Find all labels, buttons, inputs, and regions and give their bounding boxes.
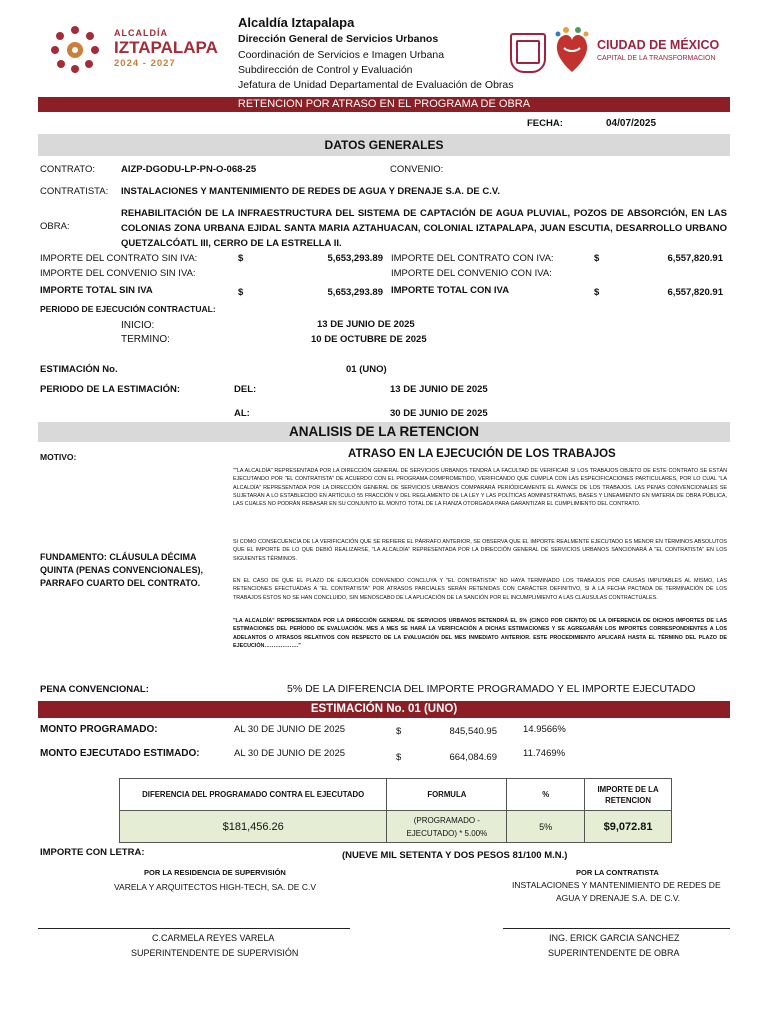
obra-value: REHABILITACIÓN DE LA INFRAESTRUCTURA DEL SISTEMA DE CAPTACIÓN DE AGUA PLUVIAL, POZOS DE ABSORCIÓN, EN LAS COLONIAS ZONA URBANA EJIDAL SANTA MARIA AZTAHUACAN, COLONIAL IZTAPALAPA, JUAN ESCUTIA, DESARROLLO URBANO QUETZALCÓATL III, CERRO DE LA ESTRELLA II. [121, 208, 727, 249]
monto-programado-value: 845,540.95 [449, 726, 497, 737]
contratista-label: CONTRATISTA: [40, 186, 109, 197]
currency-1: $ [238, 253, 244, 264]
fundamento-paragraph-4: "LA ALCALDÍA" REPRESENTADA POR LA DIRECCIÓN GENERAL DE SERVICIOS URBANOS RETENDRÁ EL 5% (CINCO POR CIENTO) DE LA DIFERENCIA DE DICHOS IMPORTES DE LAS ESTIMACIONES DEL PERÍODO DE EVALUACIÓN. MES A MES SE HARÁ LA VERIFICACIÓN A DICHAS ESTIMACIONES Y SE AGREGARÁN LOS IMPORTES CORRESPONDIENTES A LOS ADELANTOS O ATRASOS RELATIVOS CON RESPECTO DE LA EVALUACIÓN DEL MES INMEDIATO ANTERIOR. ESTE PROCEDIMIENTO APLICARÁ HASTA EL TÉRMINO DEL PLAZO DE EJECUCIÓN………………." [233, 618, 727, 649]
monto-programado-currency: $ [396, 726, 402, 737]
importe-letra-value: (NUEVE MIL SETENTA Y DOS PESOS 81/100 M.N.) [342, 850, 568, 861]
fundamento-paragraph-2: SI COMO CONSECUENCIA DE LA VERIFICACIÓN QUE SE REFIERE EL PÁRRAFO ANTERIOR, SE OBSERVA QUE EL IMPORTE REALMENTE EJECUTADO ES MENOR EN TÉRMINOS ABSOLUTOS QUE EL IMPORTE DE LO QUE DEBIÓ REALIZARSE, "LA ALCALDÍA" REPRESENTADA POR LA DIRECCIÓN GENERAL DE SERVICIOS URBANOS SANCIONARÁ A "EL CONTRATISTA" EN LOS SIGUIENTES TÉRMINOS. [233, 539, 727, 562]
fecha-label: FECHA: [527, 118, 563, 129]
importe-contrato-sin-iva-value: 5,653,293.89 [327, 253, 383, 264]
importe-contrato-con-iva-label: IMPORTE DEL CONTRATO CON IVA: [391, 253, 554, 264]
fundamento-paragraph-1: ""LA ALCALDÍA" REPRESENTADA POR LA DIRECCIÓN GENERAL DE SERVICIOS URBANOS TENDRÁ LA FACULTAD DE VERIFICAR SI LOS TRABAJOS OBJETO DE ESTE CONTRATO SE ESTÁN EJECUTANDO POR "EL CONTRATISTA" DE ACUERDO CON EL PROGRAMA COMPROMETIDO, VERIFICANDO QUE CUMPLA CON LAS ESPECIFICACIONES PARTICULARES, POR LO CUAL "LA ALCALDÍA" REPRESENTADA POR LA DIRECCIÓN GENERAL DE SERVICIOS URBANOS COMPARARÁ PERIÓDICAMENTE EL AVANCE DE LOS TRABAJOS. LAS PENAS CONVENCIONALES SE SUJETARÁN A LO ESTABLECIDO EN ARTÍCULO 55 FRACCIÓN V DEL REGLAMENTO DE LA LEY Y LAS POLÍTICAS ADMINISTRATIVAS, BASES Y LINEAMIENTO EN MATERIA DE OBRA PÚBLICA, LAS CUALES NO PODRÁN REBASAR EN SU CONJUNTO EL MONTO TOTAL DE LA FIANZA OTORGADA PARA GARANTIZAR EL CUMPLIMIENTO DEL CONTRATO. [233, 468, 727, 508]
importe-contrato-sin-iva-label: IMPORTE DEL CONTRATO SIN IVA: [40, 253, 198, 264]
importe-letra-label: IMPORTE CON LETRA: [40, 847, 145, 858]
firma-right-company-2: AGUA Y DRENAJE S.A. DE C.V. [556, 893, 681, 903]
firma-left-heading: POR LA RESIDENCIA DE SUPERVISIÓN [144, 868, 286, 877]
convenio-label: CONVENIO: [390, 164, 444, 175]
firma-right-role: SUPERINTENDENTE DE OBRA [548, 948, 680, 958]
periodo-estimacion-label: PERIODO DE LA ESTIMACIÓN: [40, 384, 181, 395]
fundamento-label: FUNDAMENTO: CLÁUSULA DÉCIMA QUINTA (PENAS CONVENCIONALES), PARRAFO CUARTO DEL CONTRATO. [40, 552, 204, 588]
iztapalapa-emblem-icon [50, 24, 100, 74]
currency-2: $ [594, 253, 600, 264]
periodo-contractual-label: PERIODO DE EJECUCIÓN CONTRACTUAL: [40, 304, 216, 314]
firma-left-company: VARELA Y ARQUITECTOS HIGH-TECH, SA. DE C.V [114, 882, 317, 892]
org-title: Alcaldía Iztapalapa [238, 15, 355, 30]
motivo-value: ATRASO EN LA EJECUCIÓN DE LOS TRABAJOS [348, 448, 616, 460]
monto-ejecutado-currency: $ [396, 752, 402, 763]
org-line-4: Jefatura de Unidad Departamental de Evaluación de Obras [238, 79, 514, 91]
del-label: DEL: [234, 384, 257, 395]
termino-label: TERMINO: [121, 334, 170, 345]
firma-left-name: C.CARMELA REYES VARELA [152, 933, 275, 943]
org-line-2: Coordinación de Servicios e Imagen Urbana [238, 49, 445, 61]
estimacion-bar: ESTIMACIÓN No. 01 (UNO) [38, 701, 730, 718]
monto-ejecutado-label: MONTO EJECUTADO ESTIMADO: [40, 748, 200, 759]
estimacion-value: 01 (UNO) [346, 364, 387, 375]
importe-total-sin-iva-value: 5,653,293.89 [327, 287, 383, 298]
al-label: AL: [234, 408, 250, 419]
contrato-value: AIZP-DGODU-LP-PN-O-068-25 [121, 164, 257, 175]
estimacion-label: ESTIMACIÓN No. [40, 364, 118, 375]
currency-4: $ [594, 287, 600, 298]
inicio-label: INICIO: [121, 320, 155, 331]
termino-value: 10 DE OCTUBRE DE 2025 [311, 334, 427, 345]
table-row [120, 811, 672, 843]
cdmx-title: CIUDAD DE MÉXICO [597, 38, 720, 52]
fecha-value: 04/07/2025 [606, 118, 657, 129]
logo-line-1: ALCALDÍA [114, 28, 168, 38]
fundamento-paragraph-3: EN EL CASO DE QUE EL PLAZO DE EJECUCIÓN CONVENIDO CONCLUYA Y "EL CONTRATISTA" NO HAYA TERMINADO LOS TRABAJOS POR CAUSAS IMPUTABLES AL MISMO, LAS RETENCIONES EFECTUADAS A "EL CONTRATISTA" POR ATRASOS PARCIALES SERÁN RETENIDAS CON CARÁCTER DEFINITIVO, SI A LA FECHA PACTADA DE TERMINACIÓN DE LOS TRABAJOS ÉSTOS NO SE HAN CONCLUIDO, SIN MENOSCABO DE LA APLICACIÓN DE LA SANCIÓN POR EL INCUMPLIMIENTO A LAS CLAUSULAS CONTRACTUALES. [233, 578, 727, 601]
monto-ejecutado-value: 664,084.69 [449, 752, 497, 763]
firma-right-heading: POR LA CONTRATISTA [576, 868, 659, 877]
header-diferencia: DIFERENCIA DEL PROGRAMADO CONTRA EL EJECUTADO [120, 779, 387, 811]
importe-convenio-sin-iva-label: IMPORTE DEL CONVENIO SIN IVA: [40, 268, 196, 279]
analisis-heading: ANALISIS DE LA RETENCION [38, 422, 730, 442]
monto-ejecutado-pct: 11.7469% [523, 748, 566, 759]
firma-left-role: SUPERINTENDENTE DE SUPERVISIÓN [131, 948, 299, 958]
importe-total-sin-iva-label: IMPORTE TOTAL SIN IVA [40, 285, 153, 296]
firma-right-company-1: INSTALACIONES Y MANTENIMIENTO DE REDES DE [512, 880, 721, 890]
monto-programado-label: MONTO PROGRAMADO: [40, 724, 158, 735]
org-line-3: Subdirección de Control y Evaluación [238, 64, 413, 76]
obra-label: OBRA: [40, 221, 70, 232]
contrato-label: CONTRATO: [40, 164, 96, 175]
currency-3: $ [238, 287, 244, 298]
importe-total-con-iva-label: IMPORTE TOTAL CON IVA [391, 285, 510, 296]
retention-table [119, 778, 672, 843]
logo-line-3: 2024 - 2027 [114, 58, 176, 69]
pena-value: 5% DE LA DIFERENCIA DEL IMPORTE PROGRAMADO Y EL IMPORTE EJECUTADO [287, 683, 696, 695]
del-value: 13 DE JUNIO DE 2025 [390, 384, 488, 395]
monto-ejecutado-fecha: AL 30 DE JUNIO DE 2025 [234, 748, 346, 759]
logo-line-2: IZTAPALAPA [114, 38, 218, 57]
cell-pct: 5% [507, 811, 585, 843]
datos-generales-heading: DATOS GENERALES [38, 134, 730, 156]
pena-label: PENA CONVENCIONAL: [40, 684, 149, 695]
contratista-value: INSTALACIONES Y MANTENIMIENTO DE REDES DE AGUA Y DRENAJE S.A. DE C.V. [121, 186, 501, 197]
al-value: 30 DE JUNIO DE 2025 [390, 408, 488, 419]
cell-formula: (PROGRAMADO - EJECUTADO) * 5.00% [387, 811, 507, 843]
monto-programado-pct: 14.9566% [523, 724, 566, 735]
inicio-value: 13 DE JUNIO DE 2025 [317, 319, 415, 330]
header-importe: IMPORTE DE LA RETENCION [585, 779, 672, 811]
firma-right-name: ING. ERICK GARCIA SANCHEZ [549, 933, 680, 943]
table-header-row [120, 779, 672, 811]
signature-line-left [38, 928, 350, 929]
motivo-label: MOTIVO: [40, 452, 77, 462]
header-formula: FORMULA [387, 779, 507, 811]
cdmx-heart-icon [552, 24, 592, 76]
cdmx-shield-icon [510, 33, 546, 73]
org-line-1: Dirección General de Servicios Urbanos [238, 33, 439, 45]
cell-importe: $9,072.81 [585, 811, 672, 843]
importe-contrato-con-iva-value: 6,557,820.91 [667, 253, 723, 264]
iztapalapa-logo [50, 22, 218, 74]
cdmx-subtitle: CAPITAL DE LA TRANSFORMACIÓN [597, 55, 716, 62]
importe-convenio-con-iva-label: IMPORTE DEL CONVENIO CON IVA: [391, 268, 552, 279]
monto-programado-fecha: AL 30 DE JUNIO DE 2025 [234, 724, 346, 735]
cell-diferencia: $181,456.26 [120, 811, 387, 843]
importe-total-con-iva-value: 6,557,820.91 [667, 287, 723, 298]
title-bar: RETENCION POR ATRASO EN EL PROGRAMA DE OBRA [38, 97, 730, 112]
signature-line-right [503, 928, 730, 929]
header-pct: % [507, 779, 585, 811]
